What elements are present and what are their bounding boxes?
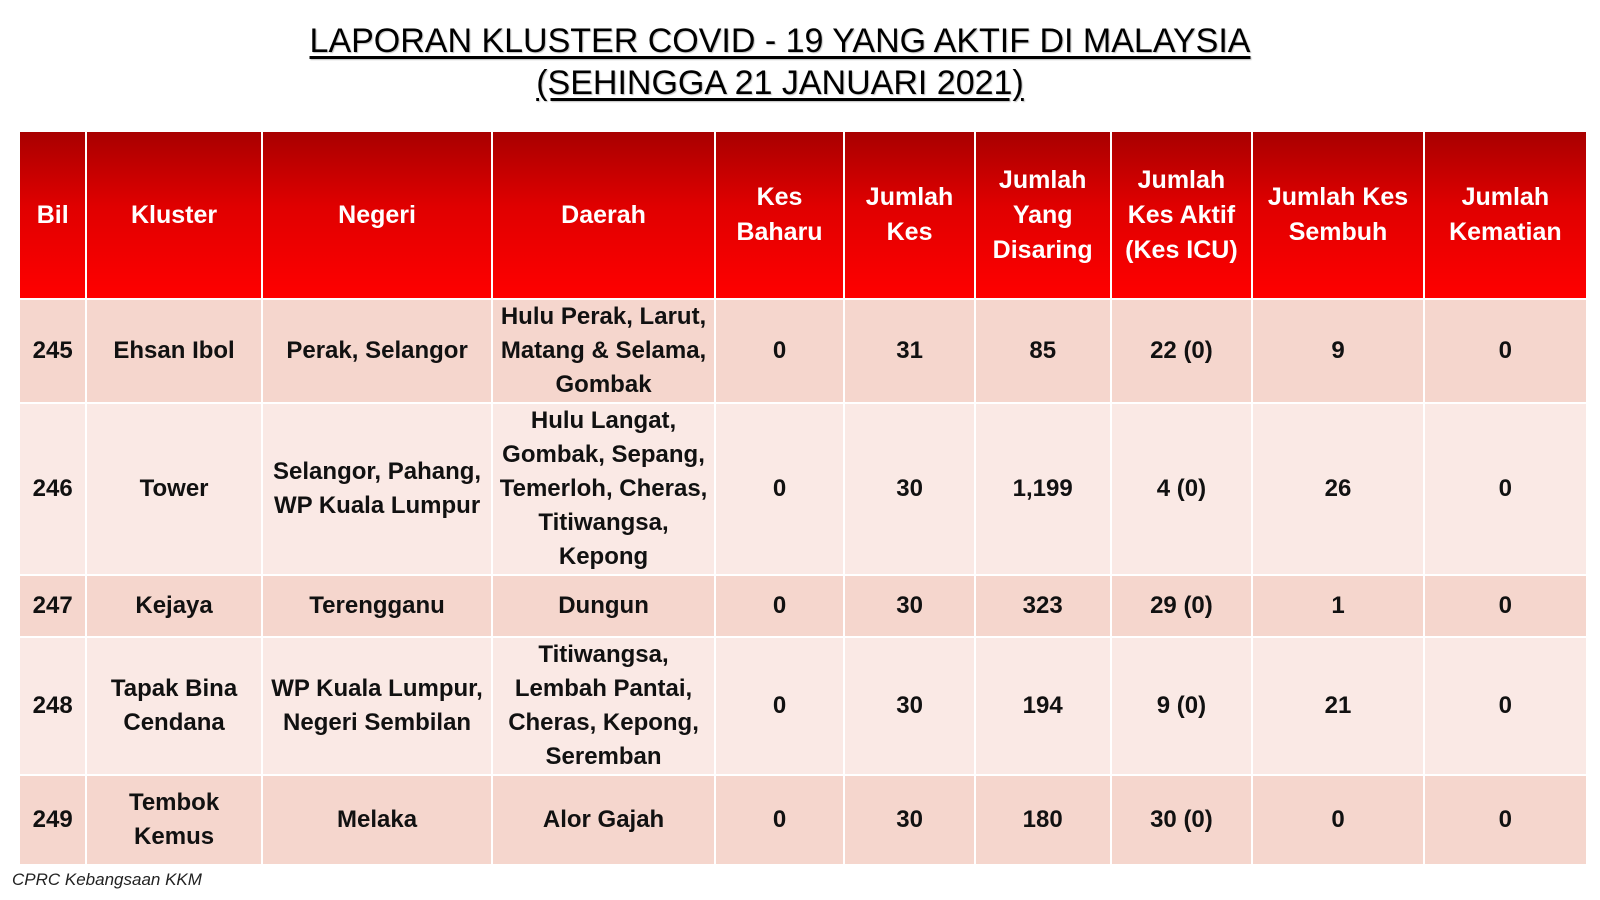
cell-kes-sembuh: 1 bbox=[1252, 575, 1423, 637]
cell-kes-aktif: 30 (0) bbox=[1111, 775, 1253, 865]
cell-bil: 245 bbox=[19, 299, 86, 403]
table-row bbox=[19, 637, 1587, 775]
cell-kes-aktif: 9 (0) bbox=[1111, 637, 1253, 775]
cell-kes-aktif: 22 (0) bbox=[1111, 299, 1253, 403]
cell-jumlah-disaring: 1,199 bbox=[975, 403, 1111, 575]
cell-kes-sembuh: 21 bbox=[1252, 637, 1423, 775]
cell-kes-aktif: 29 (0) bbox=[1111, 575, 1253, 637]
cell-daerah: Alor Gajah bbox=[492, 775, 714, 865]
cell-kematian: 0 bbox=[1424, 403, 1587, 575]
cell-kes-baharu: 0 bbox=[715, 575, 845, 637]
cell-negeri: Selangor, Pahang, WP Kuala Lumpur bbox=[262, 403, 493, 575]
table-row bbox=[19, 299, 1587, 403]
header-kematian: Jumlah Kematian bbox=[1424, 131, 1587, 299]
cell-kes-sembuh: 0 bbox=[1252, 775, 1423, 865]
cell-kematian: 0 bbox=[1424, 637, 1587, 775]
cluster-table bbox=[18, 130, 1588, 866]
cell-daerah: Dungun bbox=[492, 575, 714, 637]
table-row bbox=[19, 403, 1587, 575]
cell-kluster: Tapak Bina Cendana bbox=[86, 637, 261, 775]
cell-kluster: Tower bbox=[86, 403, 261, 575]
header-kluster: Kluster bbox=[86, 131, 261, 299]
source-credit: CPRC Kebangsaan KKM bbox=[12, 870, 202, 889]
header-kes-baharu: Kes Baharu bbox=[715, 131, 845, 299]
page-subtitle-date: (SEHINGGA 21 JANUARI 2021) bbox=[536, 64, 1024, 102]
cell-jumlah-disaring: 85 bbox=[975, 299, 1111, 403]
cell-jumlah-kes: 30 bbox=[844, 403, 975, 575]
cell-negeri: WP Kuala Lumpur, Negeri Sembilan bbox=[262, 637, 493, 775]
cell-negeri: Terengganu bbox=[262, 575, 493, 637]
cell-kes-baharu: 0 bbox=[715, 637, 845, 775]
header-negeri: Negeri bbox=[262, 131, 493, 299]
table-header-row bbox=[19, 131, 1587, 299]
cell-daerah: Titiwangsa, Lembah Pantai, Cheras, Kepong, Seremban bbox=[492, 637, 714, 775]
header-jumlah-disaring: Jumlah Yang Disaring bbox=[975, 131, 1111, 299]
cell-negeri: Perak, Selangor bbox=[262, 299, 493, 403]
cell-kluster: Ehsan Ibol bbox=[86, 299, 261, 403]
cell-bil: 246 bbox=[19, 403, 86, 575]
cell-kes-sembuh: 26 bbox=[1252, 403, 1423, 575]
header-daerah: Daerah bbox=[492, 131, 714, 299]
header-kes-aktif: Jumlah Kes Aktif (Kes ICU) bbox=[1111, 131, 1253, 299]
cell-jumlah-disaring: 194 bbox=[975, 637, 1111, 775]
cell-kes-baharu: 0 bbox=[715, 403, 845, 575]
cell-kluster: Kejaya bbox=[86, 575, 261, 637]
page-title: LAPORAN KLUSTER COVID - 19 YANG AKTIF DI MALAYSIA bbox=[309, 22, 1251, 60]
cell-bil: 247 bbox=[19, 575, 86, 637]
cell-daerah: Hulu Perak, Larut, Matang & Selama, Gombak bbox=[492, 299, 714, 403]
cell-jumlah-disaring: 323 bbox=[975, 575, 1111, 637]
cell-jumlah-kes: 31 bbox=[844, 299, 975, 403]
cell-bil: 248 bbox=[19, 637, 86, 775]
cell-daerah: Hulu Langat, Gombak, Sepang, Temerloh, Cheras, Titiwangsa, Kepong bbox=[492, 403, 714, 575]
cell-kes-baharu: 0 bbox=[715, 299, 845, 403]
cell-kematian: 0 bbox=[1424, 299, 1587, 403]
header-bil: Bil bbox=[19, 131, 86, 299]
cell-bil: 249 bbox=[19, 775, 86, 865]
cell-kes-sembuh: 9 bbox=[1252, 299, 1423, 403]
header-jumlah-kes: Jumlah Kes bbox=[844, 131, 975, 299]
table-row bbox=[19, 575, 1587, 637]
cell-jumlah-kes: 30 bbox=[844, 637, 975, 775]
header-kes-sembuh: Jumlah Kes Sembuh bbox=[1252, 131, 1423, 299]
cell-kes-baharu: 0 bbox=[715, 775, 845, 865]
cell-kes-aktif: 4 (0) bbox=[1111, 403, 1253, 575]
table-row bbox=[19, 775, 1587, 865]
cell-jumlah-kes: 30 bbox=[844, 575, 975, 637]
cell-jumlah-disaring: 180 bbox=[975, 775, 1111, 865]
cell-kluster: Tembok Kemus bbox=[86, 775, 261, 865]
cell-kematian: 0 bbox=[1424, 775, 1587, 865]
cell-negeri: Melaka bbox=[262, 775, 493, 865]
cell-jumlah-kes: 30 bbox=[844, 775, 975, 865]
cell-kematian: 0 bbox=[1424, 575, 1587, 637]
